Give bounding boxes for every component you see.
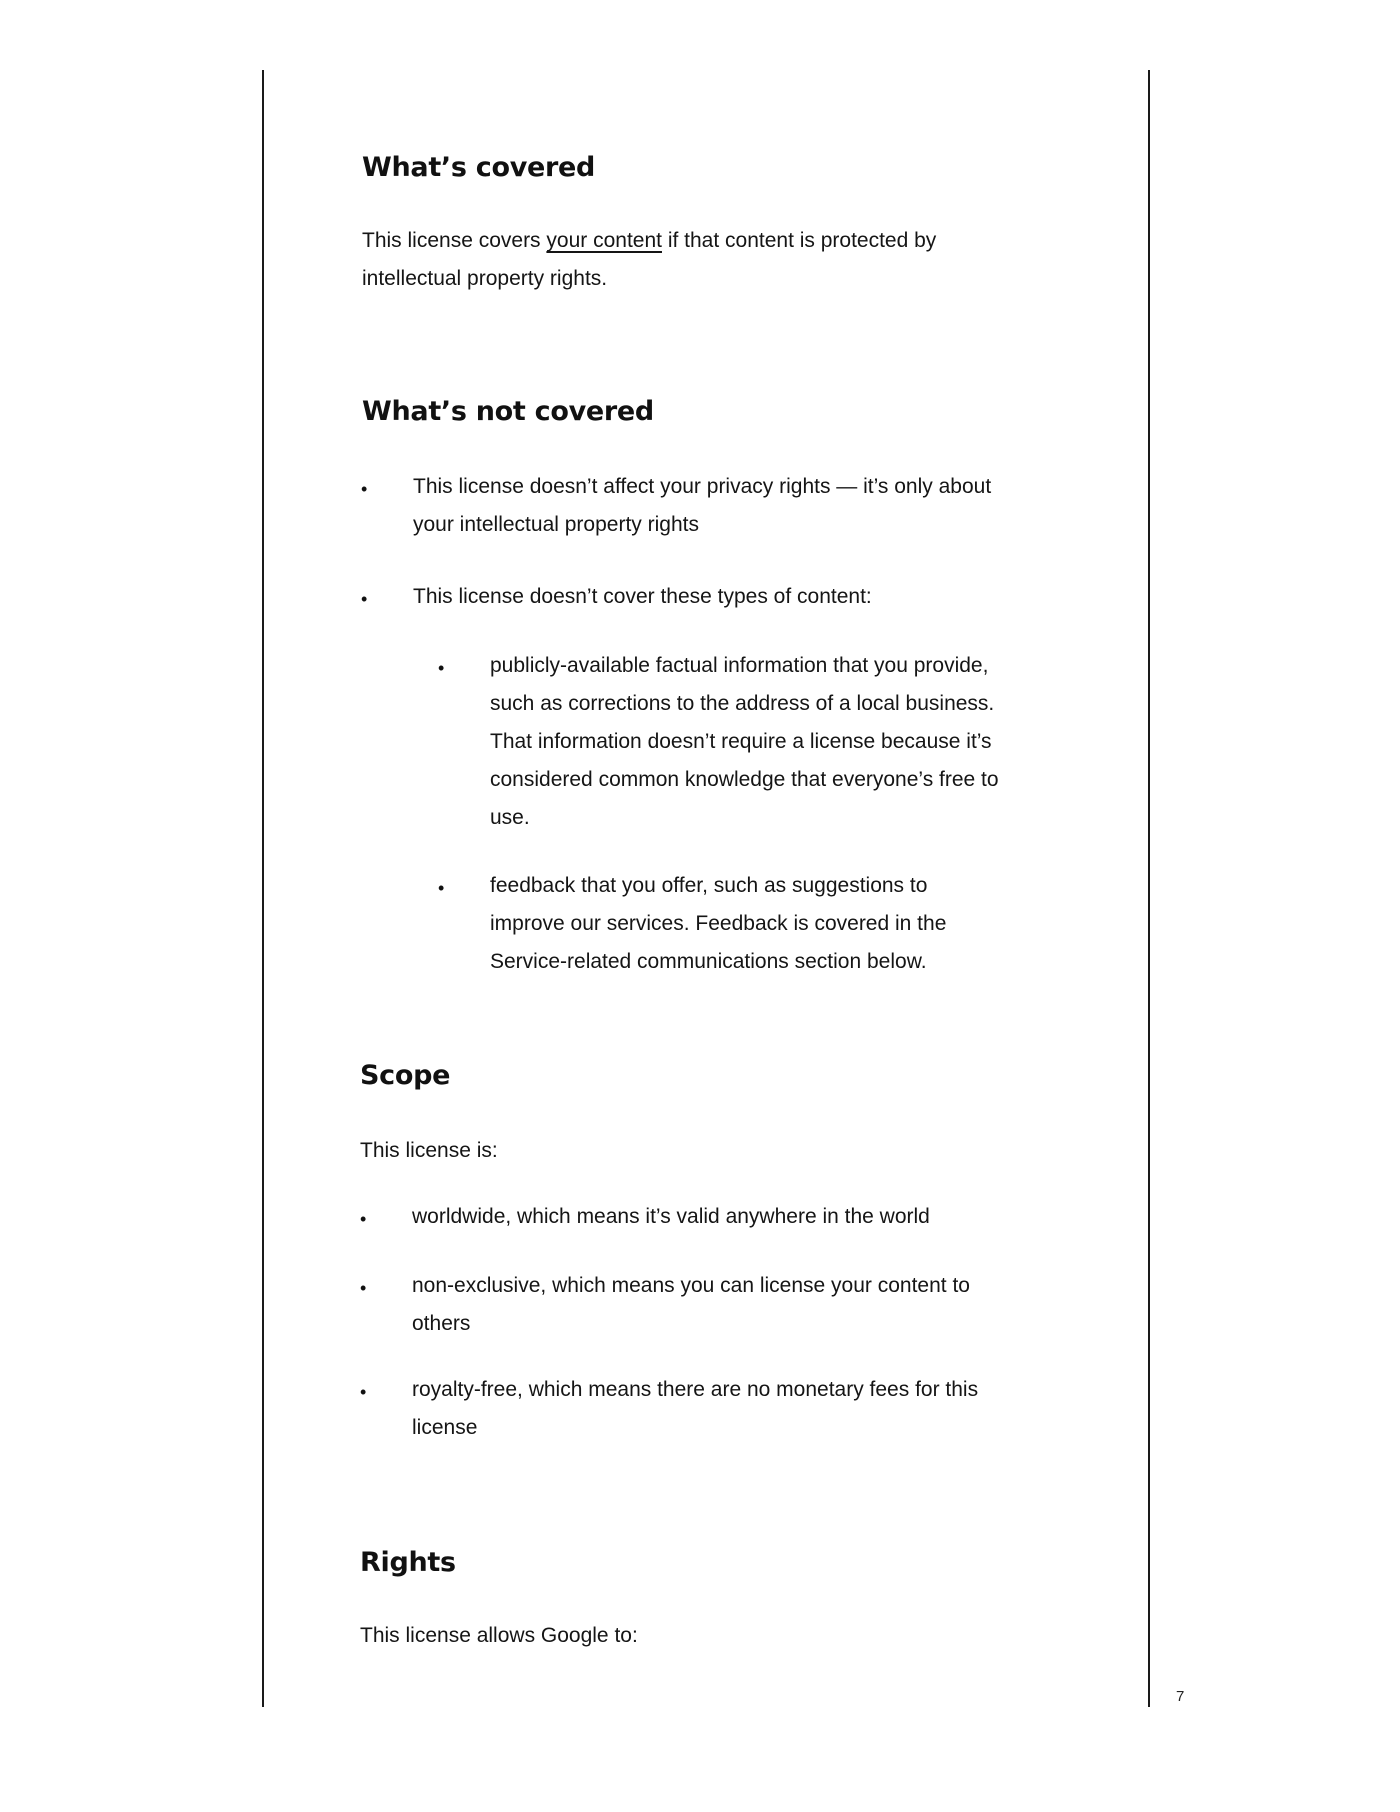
- rights-intro: This license allows Google to:: [360, 1624, 638, 1647]
- factual-information-list-item: [490, 647, 999, 837]
- whats-covered-line-2: intellectual property rights.: [362, 267, 608, 290]
- whats-covered-heading: What’s covered: [362, 152, 596, 183]
- scope-heading: Scope: [360, 1060, 451, 1091]
- list-item-line: feedback that you offer, such as suggestions to: [490, 874, 928, 897]
- whats-covered-text-start: This license covers: [362, 229, 547, 252]
- list-item-line: considered common knowledge that everyone’s free to: [490, 768, 999, 791]
- bullet-icon: •: [360, 1278, 367, 1298]
- bullet-icon: •: [360, 1209, 367, 1229]
- whats-covered-paragraph: [362, 222, 936, 298]
- rights-heading: Rights: [360, 1547, 456, 1578]
- bullet-icon: •: [361, 589, 368, 609]
- list-item-line: Service-related communications section below.: [490, 950, 927, 973]
- list-item-line: others: [412, 1312, 471, 1335]
- list-item-line: This license doesn’t cover these types of content:: [413, 585, 872, 608]
- non-exclusive-list-item: [412, 1267, 970, 1343]
- whats-not-covered-heading: What’s not covered: [362, 396, 654, 427]
- list-item-line: That information doesn’t require a license because it’s: [490, 730, 992, 753]
- feedback-list-item: [490, 867, 946, 981]
- page-number: 7: [1176, 1688, 1185, 1705]
- privacy-rights-list-item: [413, 468, 991, 544]
- scope-intro: This license is:: [360, 1139, 498, 1162]
- whats-covered-text-end: if that content is protected by: [661, 229, 937, 252]
- bullet-icon: •: [438, 658, 445, 678]
- right-margin-rule: [1148, 70, 1150, 1707]
- list-item-line: such as corrections to the address of a local business.: [490, 692, 995, 715]
- list-item-line: publicly-available factual information that you provide,: [490, 654, 989, 677]
- content-types-list-item: [413, 578, 872, 616]
- list-item-line: royalty-free, which means there are no monetary fees for this: [412, 1378, 979, 1401]
- list-item-line: license: [412, 1416, 478, 1439]
- list-item-line: improve our services. Feedback is covered in the: [490, 912, 947, 935]
- bullet-icon: •: [361, 479, 368, 499]
- worldwide-list-item: [412, 1198, 930, 1236]
- bullet-icon: •: [360, 1382, 367, 1402]
- royalty-free-list-item: [412, 1371, 978, 1447]
- your-content-link[interactable]: your content: [546, 229, 662, 252]
- bullet-icon: •: [438, 878, 445, 898]
- list-item-line: This license doesn’t affect your privacy rights — it’s only about: [413, 475, 992, 498]
- list-item-line: use.: [490, 806, 530, 829]
- left-margin-rule: [262, 70, 264, 1707]
- list-item-line: non-exclusive, which means you can license your content to: [412, 1274, 970, 1297]
- list-item-line: your intellectual property rights: [413, 513, 699, 536]
- list-item-line: worldwide, which means it’s valid anywhere in the world: [412, 1205, 930, 1228]
